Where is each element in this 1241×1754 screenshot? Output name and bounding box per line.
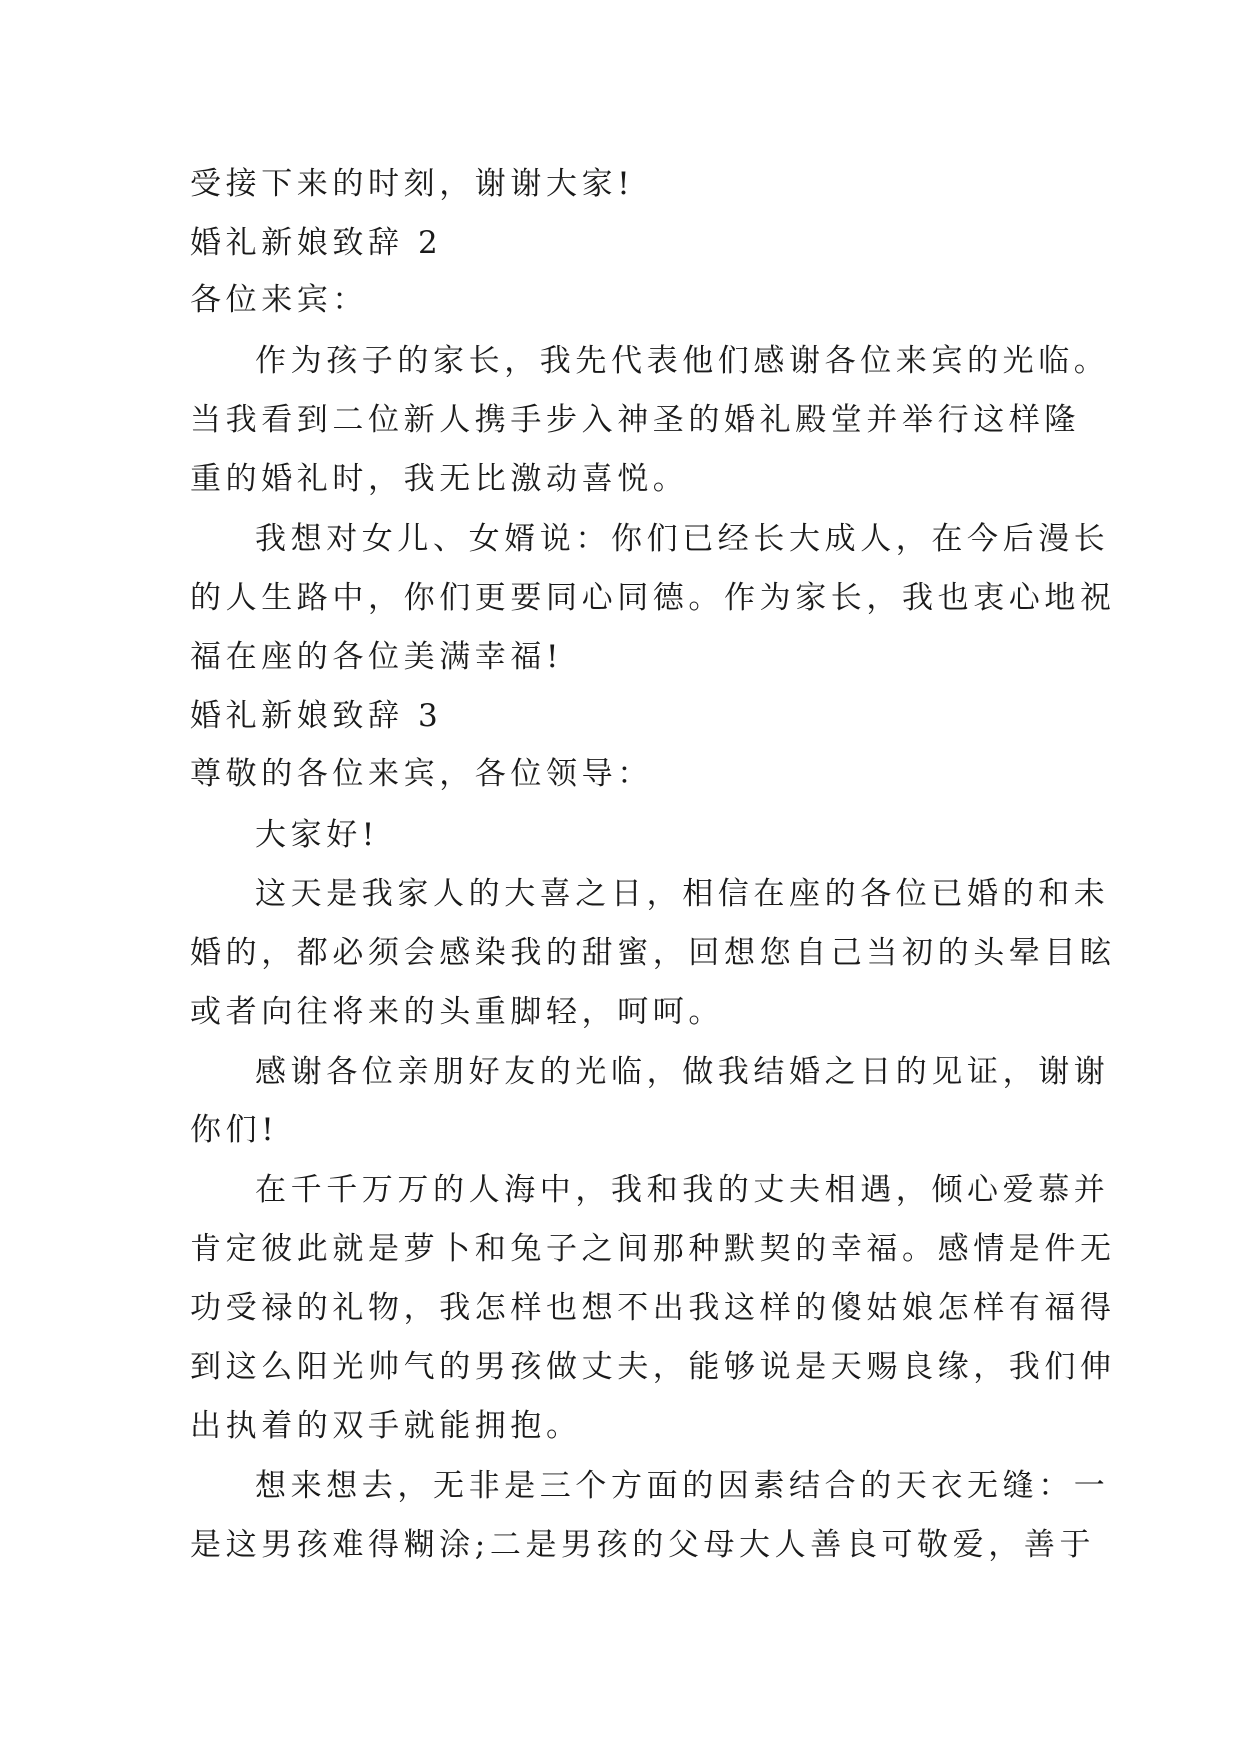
section-heading: 婚礼新娘致辞 2: [190, 225, 443, 261]
paragraph-line: 当我看到二位新人携手步入神圣的婚礼殿堂并举行这样隆: [190, 402, 1080, 438]
paragraph-line: 出执着的双手就能拥抱。: [190, 1408, 582, 1444]
paragraph-line: 这天是我家人的大喜之日，相信在座的各位已婚的和未: [255, 876, 1110, 912]
salutation: 尊敬的各位来宾，各位领导：: [190, 756, 653, 792]
salutation: 各位来宾：: [190, 282, 368, 318]
paragraph-line: 或者向往将来的头重脚轻，呵呵。: [190, 994, 724, 1030]
paragraph-line: 到这么阳光帅气的男孩做丈夫，能够说是天赐良缘，我们伸: [190, 1349, 1116, 1385]
greeting-line: 大家好!: [255, 817, 379, 853]
paragraph-line: 你们!: [190, 1112, 279, 1148]
paragraph-line: 重的婚礼时，我无比激动喜悦。: [190, 461, 689, 497]
paragraph-line: 婚的，都必须会感染我的甜蜜，回想您自己当初的头晕目眩: [190, 935, 1116, 971]
paragraph-line: 功受禄的礼物，我怎样也想不出我这样的傻姑娘怎样有福得: [190, 1290, 1116, 1326]
section-heading: 婚礼新娘致辞 3: [190, 698, 443, 734]
text-line: 受接下来的时刻，谢谢大家!: [190, 166, 635, 202]
paragraph-line: 福在座的各位美满幸福!: [190, 639, 564, 675]
paragraph-line: 在千千万万的人海中，我和我的丈夫相遇，倾心爱慕并: [255, 1172, 1110, 1208]
paragraph-line: 我想对女儿、女婿说：你们已经长大成人，在今后漫长: [255, 521, 1110, 557]
paragraph-line: 的人生路中，你们更要同心同德。作为家长，我也衷心地祝: [190, 580, 1116, 616]
paragraph-line: 感谢各位亲朋好友的光临，做我结婚之日的见证，谢谢: [255, 1054, 1110, 1090]
paragraph-line: 肯定彼此就是萝卜和兔子之间那种默契的幸福。感情是件无: [190, 1231, 1116, 1267]
paragraph-line: 作为孩子的家长，我先代表他们感谢各位来宾的光临。: [255, 343, 1110, 379]
paragraph-line: 想来想去，无非是三个方面的因素结合的天衣无缝：一: [255, 1468, 1110, 1504]
paragraph-line: 是这男孩难得糊涂;二是男孩的父母大人善良可敬爱，善于: [190, 1527, 1096, 1563]
